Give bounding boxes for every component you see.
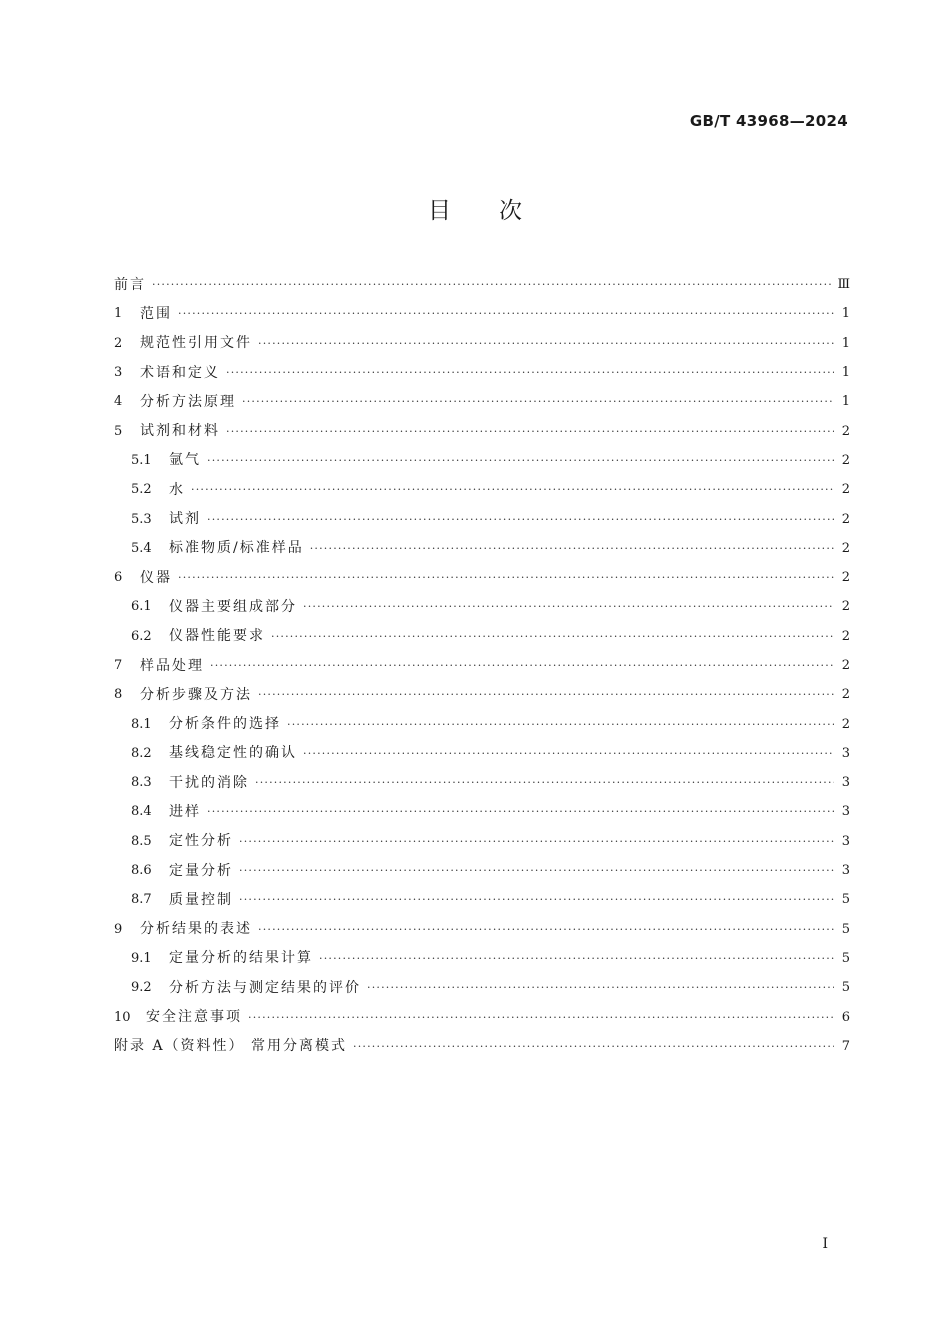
toc-entry-label: 标准物质/标准样品 (169, 540, 304, 557)
toc-entry[interactable] (114, 680, 850, 709)
toc-entry[interactable] (114, 475, 850, 504)
toc-title: 目次 (428, 198, 570, 224)
toc-entry-page: 6 (841, 1009, 850, 1025)
toc-entry-label: 进样 (169, 803, 201, 820)
toc-entry-page: 2 (841, 716, 850, 732)
toc-leader-dots (178, 308, 834, 319)
toc-entry-number: 8.1 (131, 716, 152, 732)
toc-entry-page: 2 (841, 658, 850, 673)
toc-entry-label: 定量分析的结果计算 (169, 950, 313, 967)
toc-leader-dots (226, 426, 834, 437)
toc-entry-label: 规范性引用文件 (140, 335, 252, 352)
toc-entry[interactable] (114, 416, 850, 445)
toc-entry-label: 试剂 (169, 511, 201, 528)
toc-leader-dots (207, 806, 834, 817)
toc-leader-dots (239, 894, 834, 905)
toc-entry[interactable] (114, 299, 850, 328)
toc-leader-dots (303, 601, 834, 612)
toc-entry-label: 质量控制 (169, 891, 233, 908)
toc-entry-number: 7 (114, 658, 123, 673)
toc-entry[interactable] (114, 358, 850, 387)
toc-entry-number: 8.3 (131, 775, 152, 791)
toc-leader-dots (242, 396, 834, 407)
toc-entry-page: 2 (841, 540, 850, 556)
toc-entry-label: 试剂和材料 (140, 423, 220, 440)
toc-entry-number: 9 (114, 921, 123, 937)
toc-entry-number: 6.2 (131, 628, 152, 644)
toc-entry[interactable] (114, 1032, 850, 1061)
toc-leader-dots (319, 953, 834, 964)
toc-leader-dots (207, 514, 834, 525)
toc-entry[interactable] (114, 1002, 850, 1031)
toc-entry-label: 前言 (114, 276, 146, 293)
toc-entry[interactable] (114, 534, 850, 563)
toc-entry-label: 范围 (140, 305, 172, 322)
toc-entry-page: 2 (841, 452, 850, 468)
toc-entry[interactable] (114, 827, 850, 856)
toc-entry-label: 分析结果的表述 (140, 921, 252, 938)
toc-entry-number: 8.7 (131, 892, 152, 908)
toc-entry-page: 5 (841, 921, 850, 937)
toc-entry-page: 1 (841, 306, 850, 322)
toc-entry[interactable] (114, 504, 850, 533)
toc-entry[interactable] (114, 622, 850, 651)
toc-entry-number: 9.2 (131, 980, 152, 996)
toc-entry-label: 分析方法与测定结果的评价 (169, 979, 361, 996)
toc-entry-label: 仪器 (140, 569, 172, 586)
toc-entry-number: 3 (114, 365, 123, 381)
toc-entry-number: 4 (114, 394, 123, 410)
toc-entry-number: 10 (114, 1009, 131, 1025)
toc-leader-dots (210, 660, 834, 671)
toc-entry-number: 8.4 (131, 804, 152, 820)
toc-entry-label: 水 (169, 481, 185, 498)
toc-entry-label: 样品处理 (140, 657, 204, 674)
toc-entry-number: 5.2 (131, 482, 152, 498)
toc-leader-dots (303, 748, 834, 759)
table-of-contents (114, 270, 850, 1061)
toc-entry-page: 2 (841, 570, 850, 586)
toc-entry-page: 3 (841, 804, 850, 820)
toc-entry-label: 干扰的消除 (169, 774, 249, 791)
toc-entry-number: 5.4 (131, 540, 152, 556)
toc-entry-number: 8.2 (131, 745, 152, 761)
toc-entry[interactable] (114, 563, 850, 592)
toc-leader-dots (310, 543, 834, 554)
toc-leader-dots (207, 455, 834, 466)
toc-entry-label: 仪器性能要求 (169, 628, 265, 645)
toc-leader-dots (152, 279, 833, 290)
toc-entry-label: 仪器主要组成部分 (169, 598, 297, 615)
toc-entry-page: 1 (841, 394, 850, 410)
toc-leader-dots (239, 836, 834, 847)
toc-entry-label: 安全注意事项 (146, 1009, 242, 1026)
toc-entry-page: 2 (841, 423, 850, 439)
toc-entry[interactable] (114, 739, 850, 768)
toc-entry[interactable] (114, 768, 850, 797)
toc-entry-page: Ⅲ (837, 277, 850, 293)
toc-entry-page: 3 (841, 833, 850, 849)
toc-entry-page: 2 (841, 599, 850, 615)
toc-entry-number: 8 (114, 687, 123, 703)
footer-page-number: I (822, 1236, 828, 1252)
toc-entry-number: 9.1 (131, 950, 152, 966)
toc-entry[interactable] (114, 797, 850, 826)
toc-entry-page: 2 (841, 628, 850, 644)
toc-entry-number: 5 (114, 423, 123, 439)
toc-entry[interactable] (114, 915, 850, 944)
toc-entry[interactable] (114, 709, 850, 738)
toc-entry-page: 2 (841, 511, 850, 527)
toc-entry-page: 5 (841, 980, 850, 996)
toc-entry-number: 6.1 (131, 599, 152, 615)
toc-entry-label: 基线稳定性的确认 (169, 745, 297, 762)
toc-entry-page: 2 (841, 482, 850, 498)
toc-entry[interactable] (114, 446, 850, 475)
toc-leader-dots (255, 777, 834, 788)
toc-entry-number: 2 (114, 335, 123, 351)
toc-entry-page: 3 (841, 745, 850, 761)
toc-leader-dots (191, 484, 834, 495)
toc-entry-number: 8.6 (131, 863, 152, 879)
toc-entry-page: 5 (841, 892, 850, 908)
toc-entry-page: 3 (841, 863, 850, 879)
toc-entry[interactable] (114, 329, 850, 358)
toc-entry-label: 分析条件的选择 (169, 716, 281, 733)
toc-entry-number: 5.1 (131, 452, 152, 468)
toc-entry-number: 6 (114, 570, 123, 586)
toc-entry-number: 5.3 (131, 511, 152, 527)
toc-entry[interactable] (114, 885, 850, 914)
toc-entry-label: 分析方法原理 (140, 393, 236, 410)
toc-entry-page: 5 (841, 950, 850, 966)
toc-entry-number: 1 (114, 306, 123, 322)
toc-entry-page: 7 (841, 1038, 850, 1054)
toc-entry[interactable] (114, 944, 850, 973)
toc-leader-dots (258, 924, 834, 935)
toc-leader-dots (271, 631, 834, 642)
toc-entry[interactable] (114, 973, 850, 1002)
toc-leader-dots (239, 865, 834, 876)
toc-entry-page: 1 (841, 335, 850, 351)
toc-leader-dots (353, 1041, 834, 1052)
toc-leader-dots (258, 338, 834, 349)
toc-entry-page: 1 (841, 365, 850, 381)
toc-entry-label: 附录 A（资料性） 常用分离模式 (114, 1038, 348, 1055)
toc-entry[interactable] (114, 592, 850, 621)
toc-entry-label: 分析步骤及方法 (140, 686, 252, 703)
toc-entry-label: 定量分析 (169, 862, 233, 879)
toc-leader-dots (287, 719, 834, 730)
toc-entry[interactable] (114, 270, 850, 299)
toc-entry[interactable] (114, 651, 850, 680)
toc-entry-label: 氩气 (169, 452, 201, 469)
toc-leader-dots (258, 689, 834, 700)
toc-entry[interactable] (114, 856, 850, 885)
toc-entry-page: 3 (841, 775, 850, 791)
toc-leader-dots (178, 572, 834, 583)
toc-entry-number: 8.5 (131, 833, 152, 849)
toc-leader-dots (248, 1012, 834, 1023)
toc-leader-dots (226, 367, 834, 378)
toc-leader-dots (367, 982, 834, 993)
toc-entry-page: 2 (841, 687, 850, 703)
toc-entry-label: 术语和定义 (140, 364, 220, 381)
toc-entry[interactable] (114, 387, 850, 416)
standard-code: GB/T 43968—2024 (689, 112, 848, 130)
toc-entry-label: 定性分析 (169, 833, 233, 850)
